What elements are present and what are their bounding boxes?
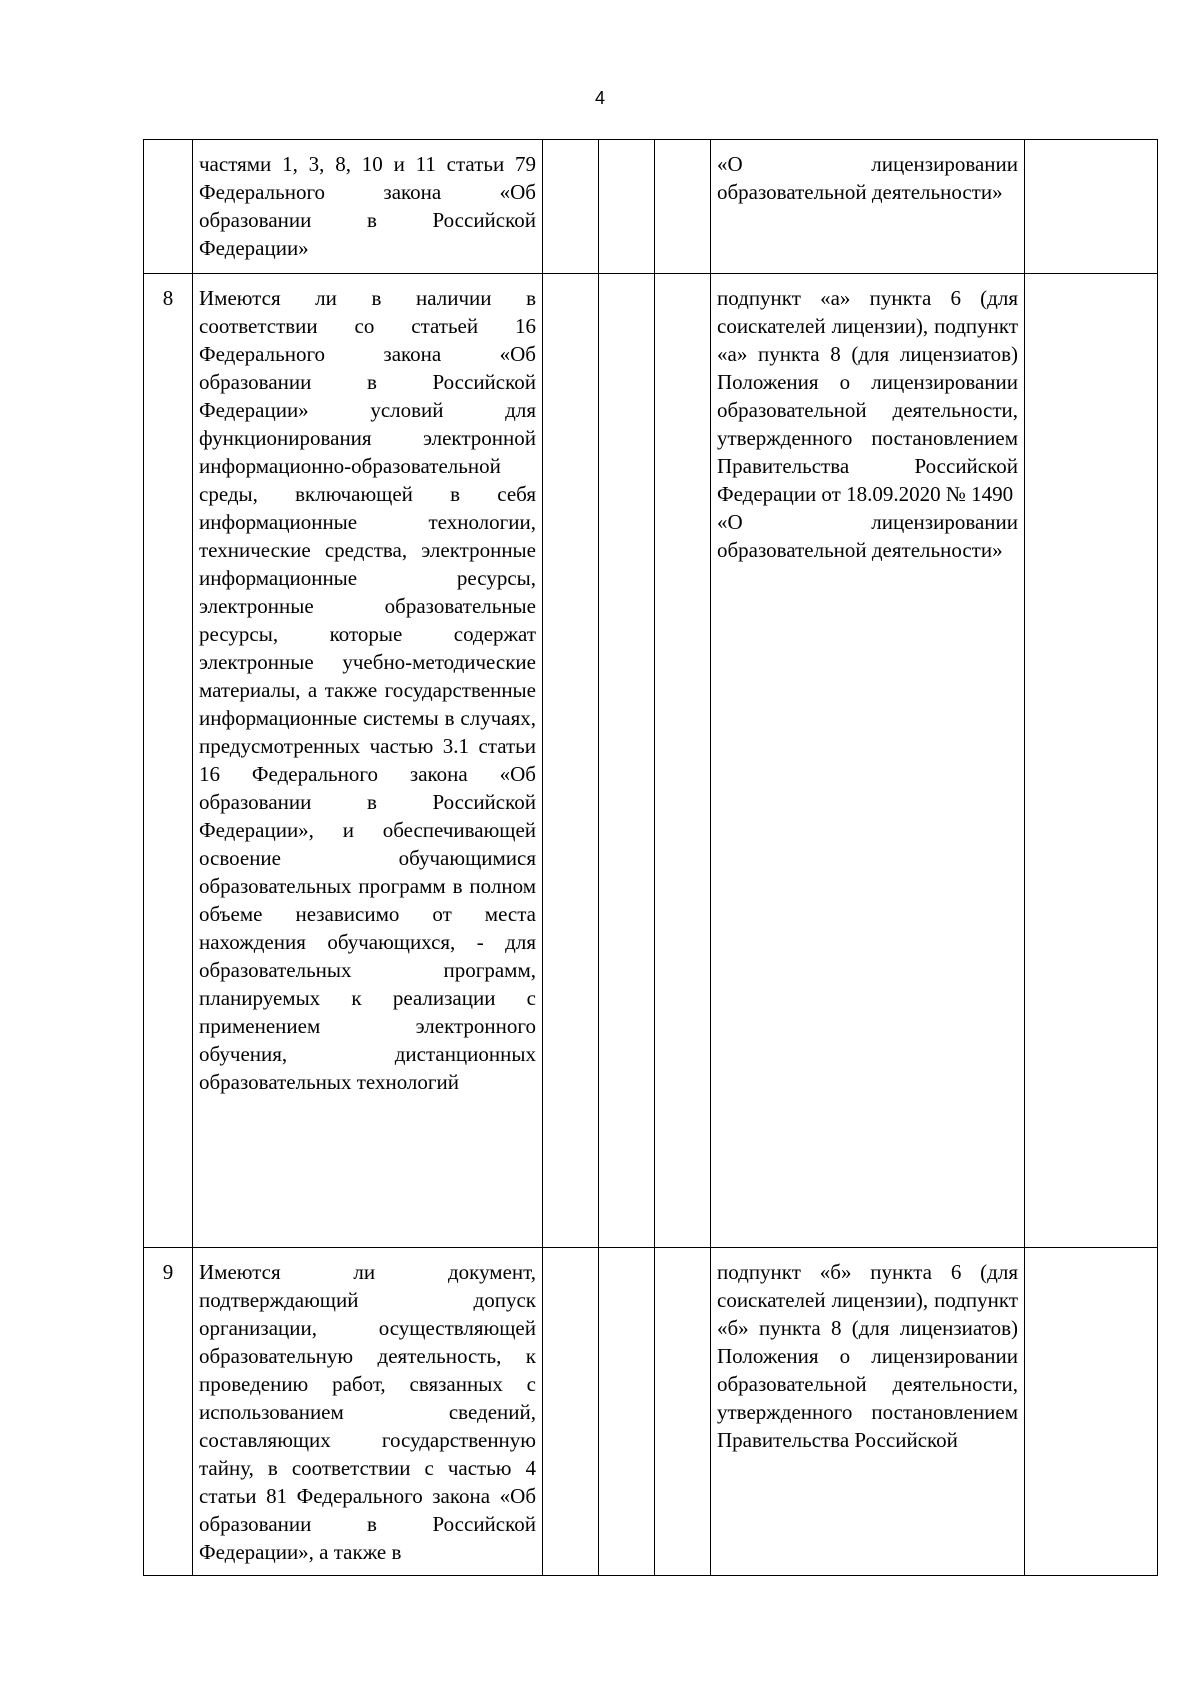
legal-reference — [711, 1248, 1025, 1576]
row-number: 8 — [144, 274, 193, 1248]
page-number: 4 — [594, 88, 605, 108]
legal-reference-text: подпункт «б» пункта 6 (для соискателей лицензии), подпункт «б» пункта 8 (для лицензиатов) Положения о лицензировании образовательной деятельности, утвержденного постановлением Правительства Российской — [717, 1260, 1018, 1452]
legal-reference-text: подпункт «а» пункта 6 (для соискателей лицензии), подпункт «а» пункта 8 (для лицензиатов) Положения о лицензировании образовательной деятельности, утвержденного постановлением Правительства Российской Федерации от 18.09.2020 № 1490 — [717, 286, 1018, 506]
table-row — [144, 140, 1158, 274]
empty-cell — [655, 1248, 711, 1576]
checklist-table — [143, 139, 1158, 1576]
empty-cell — [599, 274, 655, 1248]
empty-cell — [543, 140, 599, 274]
empty-cell — [655, 140, 711, 274]
table-row — [144, 274, 1158, 1248]
row-number: 9 — [144, 1248, 193, 1576]
legal-reference — [711, 274, 1025, 1248]
table-row — [144, 1248, 1158, 1576]
empty-cell — [599, 140, 655, 274]
empty-cell — [543, 274, 599, 1248]
empty-cell — [599, 1248, 655, 1576]
empty-cell — [1025, 1248, 1158, 1576]
empty-cell — [1025, 140, 1158, 274]
requirement-text: Имеются ли документ, подтверждающий допуск организации, осуществляющей образовательную деятельность, к проведению работ, связанных с использованием сведений, составляющих государственную тайну, в соответствии с частью 4 статьи 81 Федерального закона «Об образовании в Российской Федерации», а также в — [193, 1248, 543, 1576]
empty-cell — [655, 274, 711, 1248]
legal-reference-text: «О лицензировании образовательной деятельности» — [717, 152, 1018, 204]
legal-reference-text: «О лицензировании образовательной деятельности» — [717, 510, 1018, 562]
empty-cell — [1025, 274, 1158, 1248]
requirement-text: Имеются ли в наличии в соответствии со статьей 16 Федерального закона «Об образовании в Российской Федерации» условий для функционирования электронной информационно-образовательной среды, включающей в себя информационные технологии, технические средства, электронные информационные ресурсы, электронные образовательные ресурсы, которые содержат электронные учебно-методические материалы, а также государственные информационные системы в случаях, предусмотренных частью 3.1 статьи 16 Федерального закона «Об образовании в Российской Федерации», и обеспечивающей освоение обучающимися образовательных программ в полном объеме независимо от места нахождения обучающихся, - для образовательных программ, планируемых к реализации с применением электронного обучения, дистанционных образовательных технологий — [193, 274, 543, 1248]
requirement-text: частями 1, 3, 8, 10 и 11 статьи 79 Федерального закона «Об образовании в Российской Федерации» — [193, 140, 543, 274]
row-number — [144, 140, 193, 274]
legal-reference — [711, 140, 1025, 274]
empty-cell — [543, 1248, 599, 1576]
